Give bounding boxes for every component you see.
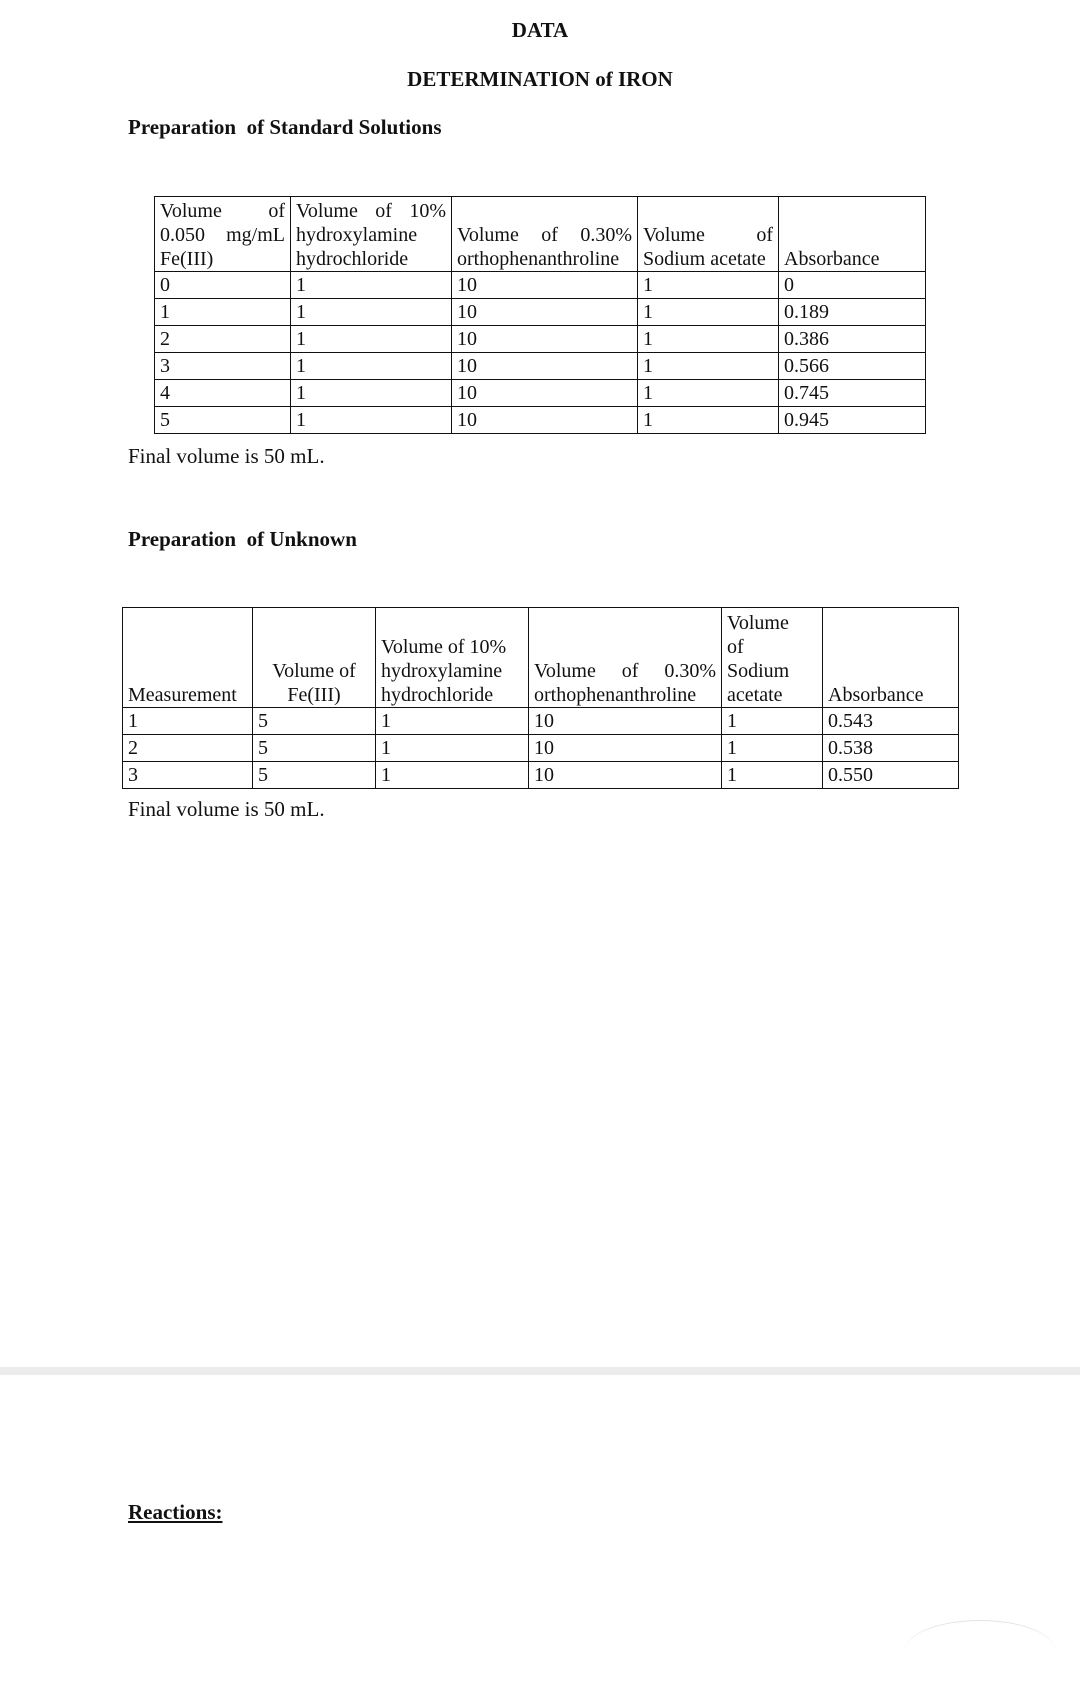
table-row bbox=[155, 353, 926, 380]
table-cell: 10 bbox=[529, 708, 722, 735]
table-cell: 10 bbox=[452, 380, 638, 407]
table-cell: 1 bbox=[638, 353, 779, 380]
table-cell: 3 bbox=[123, 762, 253, 789]
column-header: Volume of Sodium acetate bbox=[722, 608, 823, 708]
column-header: Volume of 0.30% orthophenanthroline bbox=[529, 608, 722, 708]
table-cell: 5 bbox=[155, 407, 291, 434]
table-cell: 0 bbox=[155, 272, 291, 299]
reactions-heading: Reactions: bbox=[128, 1500, 223, 1524]
table-cell: 1 bbox=[722, 708, 823, 735]
table-cell: 0.543 bbox=[823, 708, 959, 735]
table-header-row bbox=[123, 608, 959, 708]
document-page-2 bbox=[0, 1375, 1080, 1634]
column-header: Volume of Fe(III) bbox=[253, 608, 376, 708]
column-header: Volume of 0.050 mg/mL Fe(III) bbox=[155, 197, 291, 272]
table-cell: 5 bbox=[253, 735, 376, 762]
table-cell: 1 bbox=[155, 299, 291, 326]
standard-final-volume-note: Final volume is 50 mL. bbox=[128, 444, 325, 468]
table-cell: 0.189 bbox=[779, 299, 926, 326]
table-cell: 1 bbox=[291, 407, 452, 434]
unknown-heading: Preparation of Unknown bbox=[128, 527, 357, 551]
column-header: Measurement bbox=[123, 608, 253, 708]
column-header: Volume of 0.30% orthophenanthroline bbox=[452, 197, 638, 272]
table-cell: 5 bbox=[253, 762, 376, 789]
standard-solutions-heading: Preparation of Standard Solutions bbox=[128, 115, 442, 139]
table-row bbox=[155, 272, 926, 299]
unknown-table bbox=[122, 607, 959, 789]
table-cell: 1 bbox=[291, 326, 452, 353]
column-header: Volume of Sodium acetate bbox=[638, 197, 779, 272]
standard-solutions-table bbox=[154, 196, 926, 434]
table-cell: 1 bbox=[291, 353, 452, 380]
table-row bbox=[155, 380, 926, 407]
table-cell: 1 bbox=[123, 708, 253, 735]
table-cell: 0.745 bbox=[779, 380, 926, 407]
table-cell: 4 bbox=[155, 380, 291, 407]
table-cell: 1 bbox=[722, 735, 823, 762]
table-cell: 2 bbox=[155, 326, 291, 353]
page-separator bbox=[0, 1367, 1080, 1375]
table-cell: 1 bbox=[638, 380, 779, 407]
table-cell: 1 bbox=[376, 708, 529, 735]
page-title: DATA bbox=[511, 18, 569, 42]
table-cell: 1 bbox=[722, 762, 823, 789]
table-cell: 10 bbox=[452, 299, 638, 326]
table-cell: 2 bbox=[123, 735, 253, 762]
table-cell: 10 bbox=[529, 735, 722, 762]
page-corner-decoration bbox=[905, 1620, 1055, 1681]
table-cell: 5 bbox=[253, 708, 376, 735]
table-cell: 1 bbox=[638, 299, 779, 326]
table-cell: 0.550 bbox=[823, 762, 959, 789]
table-cell: 0 bbox=[779, 272, 926, 299]
column-header: Volume of 10% hydroxylamine hydrochloride bbox=[376, 608, 529, 708]
table-row bbox=[123, 735, 959, 762]
table-cell: 3 bbox=[155, 353, 291, 380]
table-row bbox=[155, 407, 926, 434]
table-cell: 1 bbox=[291, 380, 452, 407]
table-cell: 10 bbox=[529, 762, 722, 789]
unknown-final-volume-note: Final volume is 50 mL. bbox=[128, 797, 325, 821]
table-cell: 0.386 bbox=[779, 326, 926, 353]
table-row bbox=[155, 299, 926, 326]
table-cell: 1 bbox=[291, 272, 452, 299]
column-header: Volume of 10% hydroxylamine hydrochloride bbox=[291, 197, 452, 272]
table-cell: 0.566 bbox=[779, 353, 926, 380]
table-header-row bbox=[155, 197, 926, 272]
table-row bbox=[123, 708, 959, 735]
table-cell: 1 bbox=[638, 407, 779, 434]
table-cell: 1 bbox=[638, 326, 779, 353]
column-header: Absorbance bbox=[779, 197, 926, 272]
table-row bbox=[123, 762, 959, 789]
table-cell: 1 bbox=[376, 735, 529, 762]
table-cell: 0.538 bbox=[823, 735, 959, 762]
table-cell: 10 bbox=[452, 353, 638, 380]
table-cell: 10 bbox=[452, 407, 638, 434]
table-row bbox=[155, 326, 926, 353]
table-cell: 1 bbox=[638, 272, 779, 299]
table-cell: 0.945 bbox=[779, 407, 926, 434]
table-cell: 1 bbox=[291, 299, 452, 326]
column-header: Absorbance bbox=[823, 608, 959, 708]
page-subtitle: DETERMINATION of IRON bbox=[407, 67, 673, 91]
table-cell: 10 bbox=[452, 326, 638, 353]
table-cell: 10 bbox=[452, 272, 638, 299]
table-cell: 1 bbox=[376, 762, 529, 789]
